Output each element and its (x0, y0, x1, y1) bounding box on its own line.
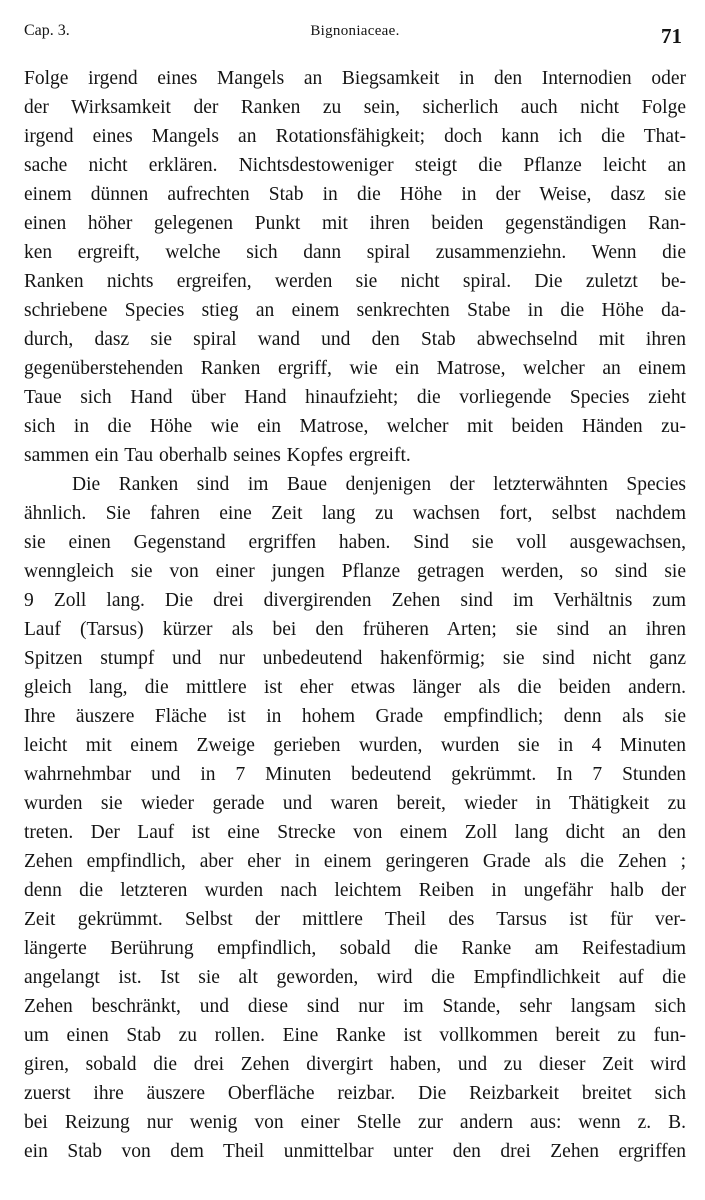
running-title: Bignoniaceae. (310, 23, 400, 39)
text-line: einem dünnen aufrechten Stab in die Höhe in der Weise, dasz sie (24, 184, 686, 205)
text-line: wenngleich sie von einer jungen Pflanze getragen werden, so sind sie (24, 561, 686, 582)
chapter-label: Cap. 3. (24, 22, 70, 39)
running-header (24, 20, 686, 50)
text-line: sache nicht erklären. Nichtsdestoweniger steigt die Pflanze leicht an (24, 155, 686, 176)
text-line: sie einen Gegenstand ergriffen haben. Sind sie voll ausgewachsen, (24, 532, 686, 553)
text-line: gegenüberstehenden Ranken ergriff, wie ein Matrose, welcher an einem (24, 358, 686, 379)
text-line: Folge irgend eines Mangels an Biegsamkeit in den Internodien oder (24, 68, 686, 89)
text-line: denn die letzteren wurden nach leichtem Reiben in ungefähr halb der (24, 880, 686, 901)
text-line: Lauf (Tarsus) kürzer als bei den früheren Arten; sie sind an ihren (24, 619, 686, 640)
text-line: giren, sobald die drei Zehen divergirt haben, und zu dieser Zeit wird (24, 1054, 686, 1075)
text-line: Spitzen stumpf und nur unbedeutend hakenförmig; sie sind nicht ganz (24, 648, 686, 669)
text-line: um einen Stab zu rollen. Eine Ranke ist vollkommen bereit zu fun- (24, 1025, 686, 1046)
text-line: Ihre äuszere Fläche ist in hohem Grade empfindlich; denn als sie (24, 706, 686, 727)
text-line: der Wirksamkeit der Ranken zu sein, sicherlich auch nicht Folge (24, 97, 686, 118)
text-line: einen höher gelegenen Punkt mit ihren beiden gegenständigen Ran- (24, 213, 686, 234)
text-line: ken ergreift, welche sich dann spiral zusammenziehn. Wenn die (24, 242, 686, 263)
text-line: sich in die Höhe wie ein Matrose, welcher mit beiden Händen zu- (24, 416, 686, 437)
text-line: zuerst ihre äuszere Oberfläche reizbar. Die Reizbarkeit breitet sich (24, 1083, 686, 1104)
text-line: ein Stab von dem Theil unmittelbar unter den drei Zehen ergriffen (24, 1141, 686, 1162)
text-line: treten. Der Lauf ist eine Strecke von einem Zoll lang dicht an den (24, 822, 686, 843)
text-line: Ranken nichts ergreifen, werden sie nicht spiral. Die zuletzt be- (24, 271, 686, 292)
paragraph (24, 64, 686, 470)
text-line: bei Reizung nur wenig von einer Stelle zur andern aus: wenn z. B. (24, 1112, 686, 1133)
text-line: Die Ranken sind im Baue denjenigen der letzterwähnten Species (72, 474, 686, 495)
text-line: wurden sie wieder gerade und waren bereit, wieder in Thätigkeit zu (24, 793, 686, 814)
text-line: leicht mit einem Zweige gerieben wurden, wurden sie in 4 Minuten (24, 735, 686, 756)
text-line: Taue sich Hand über Hand hinaufzieht; die vorliegende Species zieht (24, 387, 686, 408)
text-line: durch, dasz sie spiral wand und den Stab abwechselnd mit ihren (24, 329, 686, 350)
text-line: ähnlich. Sie fahren eine Zeit lang zu wachsen fort, selbst nachdem (24, 503, 686, 524)
text-line: wahrnehmbar und in 7 Minuten bedeutend gekrümmt. In 7 Stunden (24, 764, 686, 785)
body-text (24, 64, 686, 1166)
text-line: längerte Berührung empfindlich, sobald die Ranke am Reifestadium (24, 938, 686, 959)
text-line: Zeit gekrümmt. Selbst der mittlere Theil des Tarsus ist für ver- (24, 909, 686, 930)
text-line: angelangt ist. Ist sie alt geworden, wird die Empfindlichkeit auf die (24, 967, 686, 988)
text-line: schriebene Species stieg an einem senkrechten Stabe in die Höhe da- (24, 300, 686, 321)
text-line: Zehen empfindlich, aber eher in einem geringeren Grade als die Zehen ; (24, 851, 686, 872)
text-line: gleich lang, die mittlere ist eher etwas länger als die beiden andern. (24, 677, 686, 698)
paragraph (24, 470, 686, 1166)
page-number: 71 (661, 24, 682, 48)
text-line: 9 Zoll lang. Die drei divergirenden Zehen sind im Verhältnis zum (24, 590, 686, 611)
text-line: irgend eines Mangels an Rotationsfähigkeit; doch kann ich die That- (24, 126, 686, 147)
text-line: Zehen beschränkt, und diese sind nur im Stande, sehr langsam sich (24, 996, 686, 1017)
text-line: sammen ein Tau oberhalb seines Kopfes ergreift. (24, 445, 411, 466)
